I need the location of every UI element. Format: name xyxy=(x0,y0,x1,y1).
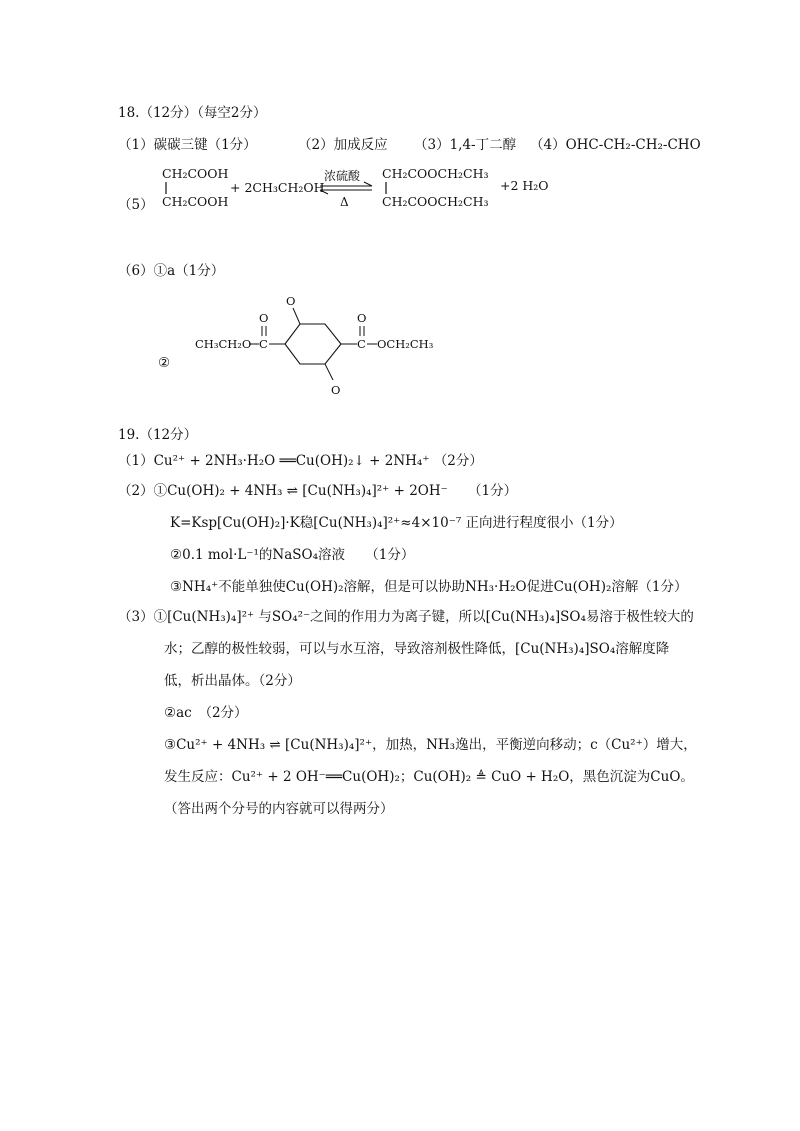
q18-title: 18.（12分）（每空2分） xyxy=(118,105,267,121)
reactant-top: CH₂COOH xyxy=(162,166,229,181)
q18-answer-6-1: （6）①a（1分） xyxy=(118,263,225,279)
q19-answer-3-1c: 低，析出晶体。（2分） xyxy=(164,673,301,689)
c-right: C xyxy=(357,337,366,351)
plus-water: +2 H₂O xyxy=(500,178,549,193)
plus-ethanol: + 2CH₃CH₂OH xyxy=(230,180,325,195)
condition-top: 浓硫酸 xyxy=(324,169,361,183)
arrow-forward-head xyxy=(364,182,372,186)
q19-answer-1: （1）Cu²⁺ + 2NH₃·H₂O ══Cu(OH)₂↓ + 2NH₄⁺ （2分） xyxy=(118,453,483,469)
reactant-bottom: CH₂COOH xyxy=(162,194,229,209)
o-top-left: O xyxy=(259,311,269,325)
o-top-right: O xyxy=(357,311,367,325)
q19-answer-3-1a: （3）①[Cu(NH₃)₄]²⁺ 与SO₄²⁻之间的作用力为离子键，所以[Cu(NH₃)₄]SO₄易溶于极性较大的 xyxy=(118,609,694,625)
q19-answer-3-2: ②ac （2分） xyxy=(164,705,248,721)
ring-ketone-bottom xyxy=(325,364,333,380)
q19-answer-2-3: ③NH₄⁺不能单独使Cu(OH)₂溶解，但是可以协助NH₃·H₂O促进Cu(OH)₂溶解（1分） xyxy=(170,579,688,595)
q19-answer-3-3c: （答出两个分号的内容就可以得两分） xyxy=(164,801,394,817)
ring-ketone-top xyxy=(293,308,300,324)
q18-answer-2: （2）加成反应 xyxy=(298,137,388,153)
product-top: CH₂COOCH₂CH₃ xyxy=(382,166,489,181)
q18-answer-5-label: （5） xyxy=(118,197,154,213)
q19-title: 19.（12分） xyxy=(118,427,198,443)
o-ring-top: O xyxy=(286,294,296,308)
q19-answer-2-2: ②0.1 mol·L⁻¹的NaSO₄溶液 （1分） xyxy=(170,547,415,563)
o-ring-bottom: O xyxy=(331,383,341,397)
diester-structure xyxy=(185,290,465,400)
q18-answer-6-2: ② xyxy=(158,355,171,371)
left-ethoxy: CH₃CH₂O xyxy=(195,337,252,351)
condition-bottom: Δ xyxy=(340,195,349,209)
cyclohexane-ring xyxy=(285,324,341,364)
c-left: C xyxy=(259,337,268,351)
q18-answer-4: （4）OHC-CH₂-CH₂-CHO xyxy=(530,137,701,153)
q18-answer-3: （3）1,4-丁二醇 xyxy=(414,137,517,153)
product-bottom: CH₂COOCH₂CH₃ xyxy=(382,194,489,209)
q18-answer-1: （1）碳碳三键（1分） xyxy=(118,137,257,153)
q19-answer-3-1b: 水；乙醇的极性较弱，可以与水互溶，导致溶剂极性降低，[Cu(NH₃)₄]SO₄溶解度降 xyxy=(164,641,670,657)
q19-answer-2-1: （2）①Cu(OH)₂ + 4NH₃ ⇌ [Cu(NH₃)₄]²⁺ + 2OH⁻ （1分） xyxy=(118,483,518,499)
q19-answer-3-3b: 发生反应：Cu²⁺ + 2 OH⁻══Cu(OH)₂；Cu(OH)₂ ≜ CuO + H₂O，黑色沉淀为CuO。 xyxy=(164,769,694,785)
q19-answer-3-3a: ③Cu²⁺ + 4NH₃ ⇌ [Cu(NH₃)₄]²⁺，加热，NH₃逸出，平衡逆向移动；c（Cu²⁺）增大， xyxy=(164,737,697,753)
esterification-equation xyxy=(150,160,570,220)
right-ethoxy: OCH₂CH₃ xyxy=(377,337,434,351)
q19-answer-2-k: K=Ksp[Cu(OH)₂]·K稳[Cu(NH₃)₄]²⁺≈4×10⁻⁷ 正向进行程度很小（1分） xyxy=(170,515,623,531)
